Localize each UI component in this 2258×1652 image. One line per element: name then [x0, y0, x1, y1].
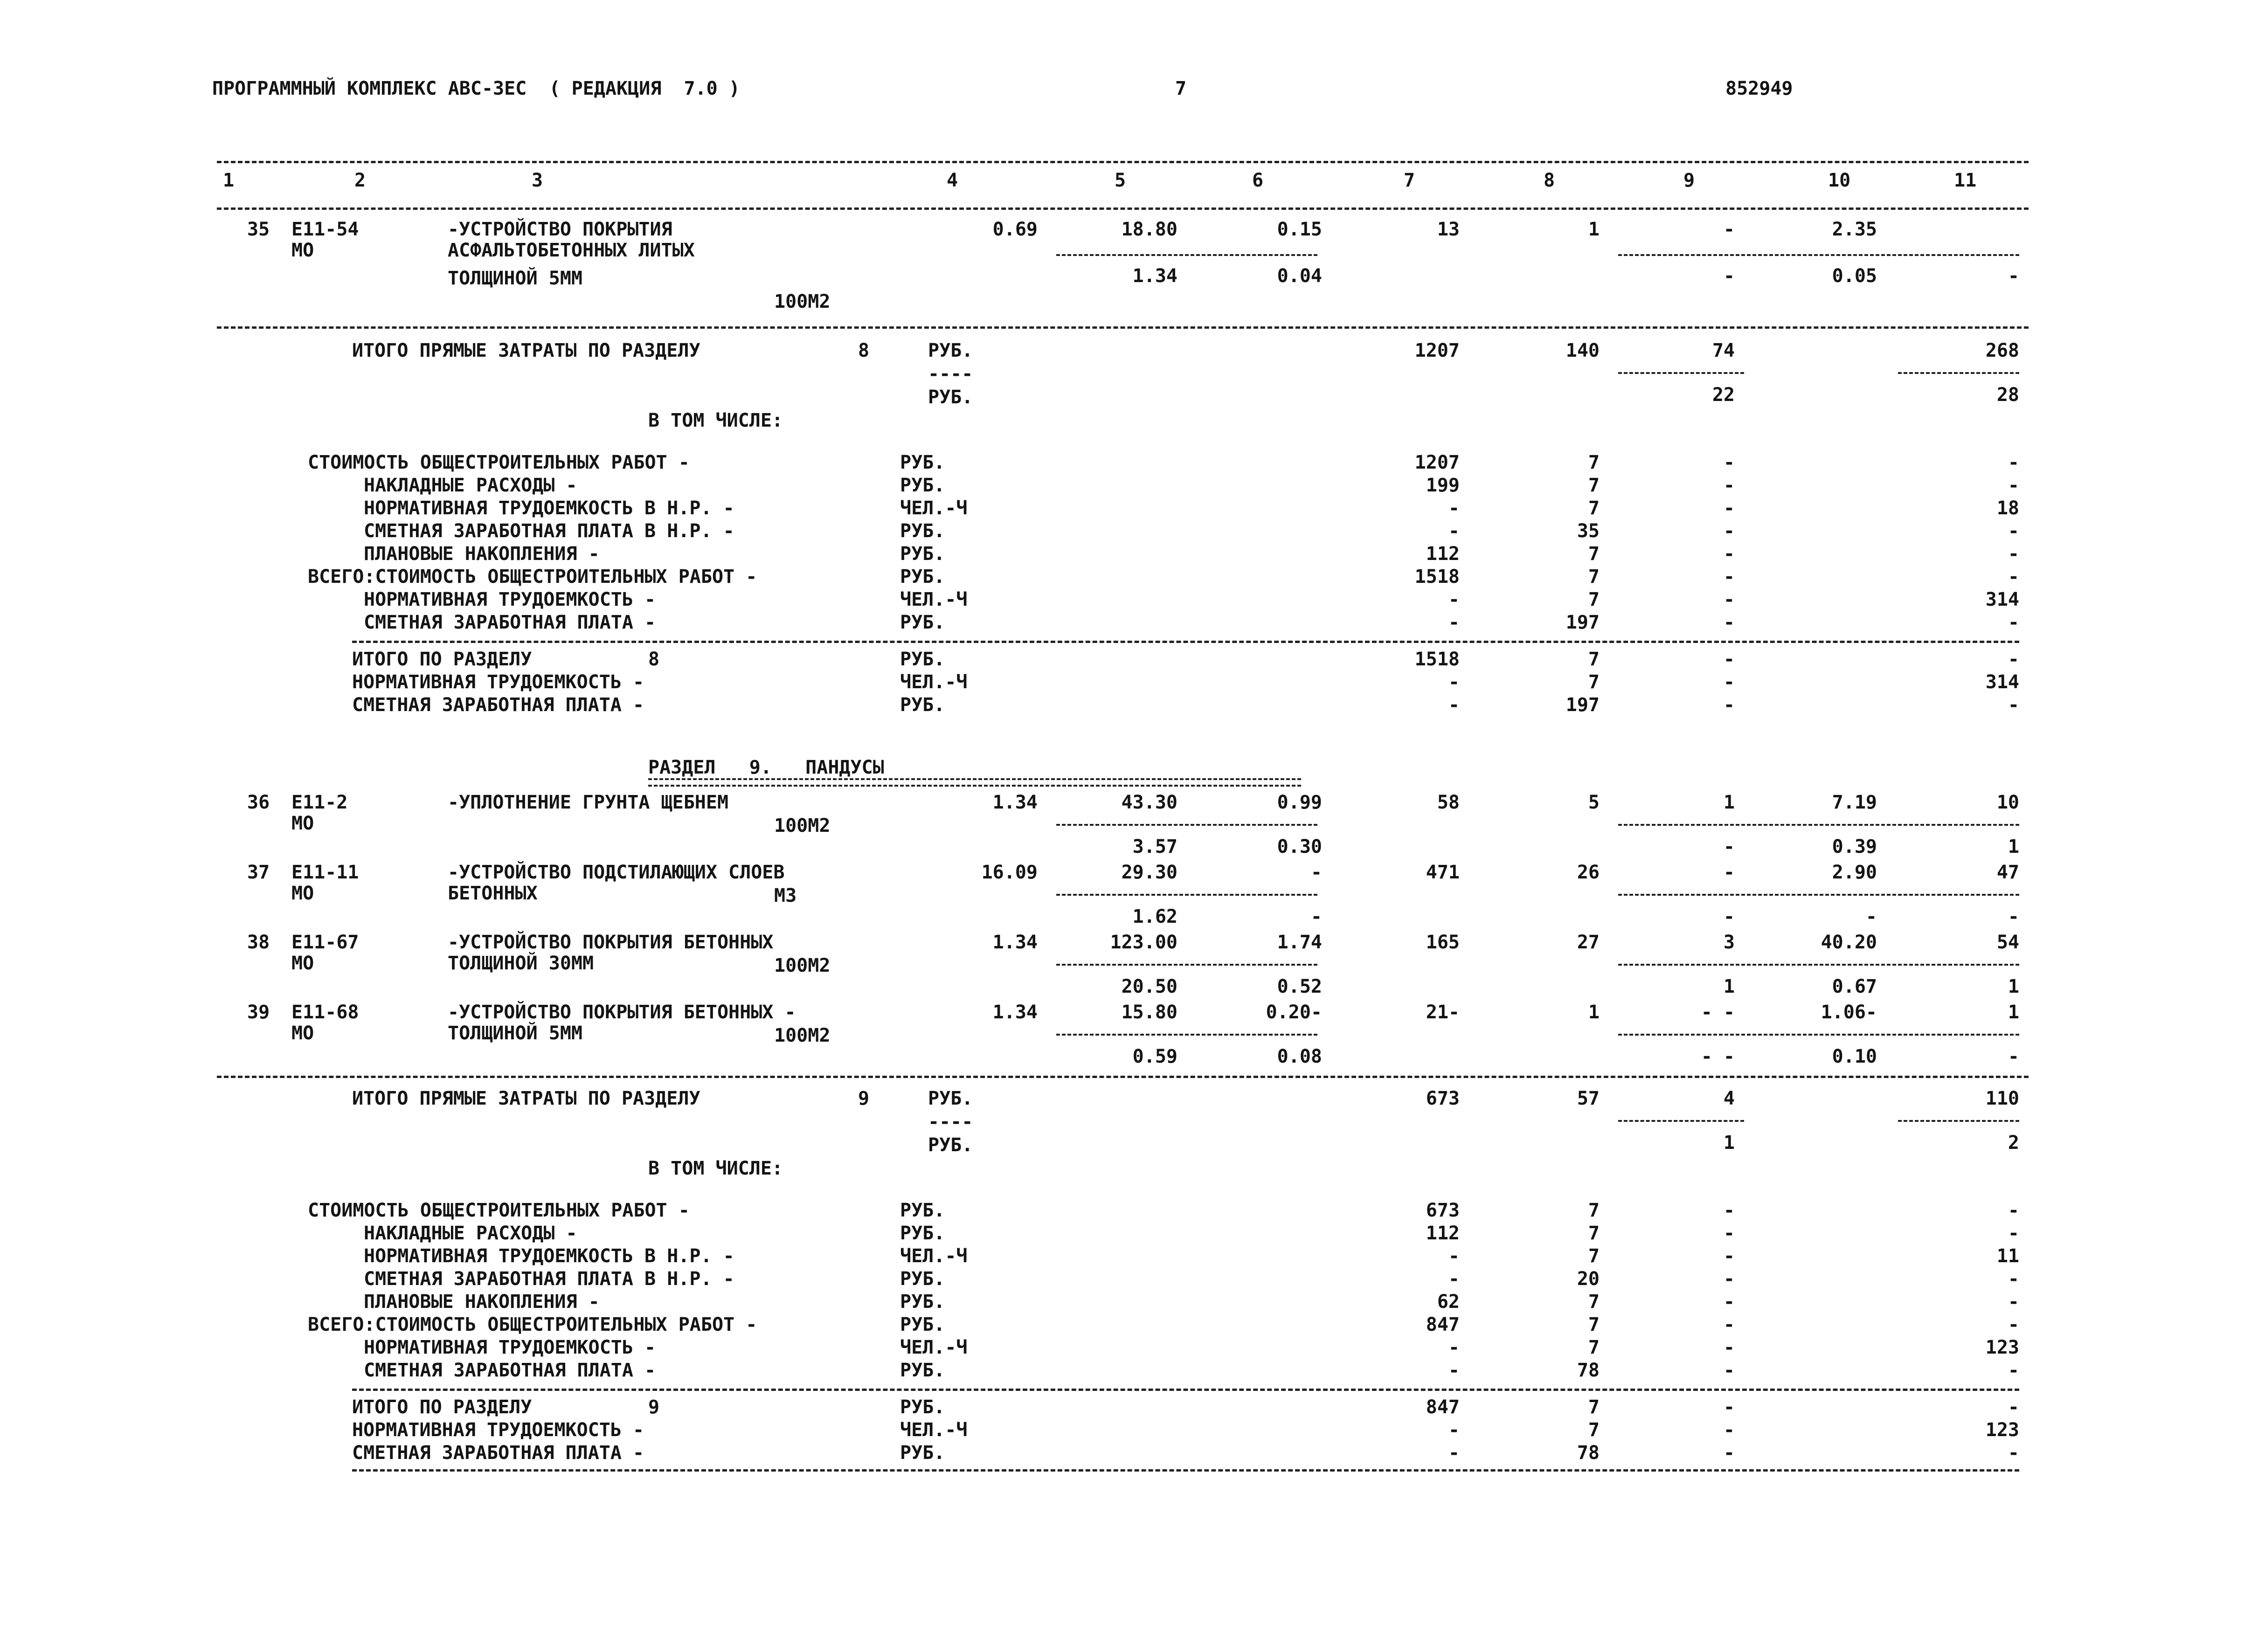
- cell-c9: -: [1723, 219, 1735, 240]
- total-label: НОРМАТИВНАЯ ТРУДОЕМКОСТЬ -: [352, 671, 644, 693]
- direct-costs-label: ИТОГО ПРЯМЫЕ ЗАТРАТЫ ПО РАЗДЕЛУ: [352, 340, 700, 361]
- summary-unit: ЧЕЛ.-Ч: [900, 1337, 968, 1358]
- cell-c11-wage: 1: [2008, 836, 2019, 857]
- summary-c9: -: [1723, 1200, 1735, 1221]
- summary-c7: 62: [1437, 1291, 1460, 1313]
- total-c8: 7: [1588, 1396, 1600, 1418]
- cell-c6: -: [1310, 862, 1322, 883]
- total-c11: -: [2008, 1442, 2019, 1464]
- total-c11: 314: [1985, 671, 2019, 693]
- cell-c10-wage: 0.10: [1832, 1046, 1877, 1067]
- total-c8: 7: [1588, 649, 1600, 670]
- summary-c11: 314: [1985, 589, 2019, 610]
- summary-unit: РУБ.: [900, 475, 945, 496]
- cell-c7: 58: [1437, 792, 1460, 813]
- summary-label: СМЕТНАЯ ЗАРАБОТНАЯ ПЛАТА -: [364, 1360, 656, 1381]
- item-number: 38: [247, 932, 270, 953]
- column-header-8: 8: [1544, 170, 1555, 191]
- program-header: ПРОГРАММНЫЙ КОМПЛЕКС АВС-3ЕС ( РЕДАКЦИЯ 7.0 ): [212, 78, 740, 99]
- total-unit: РУБ.: [900, 649, 945, 670]
- summary-c9: -: [1723, 1360, 1735, 1381]
- item-quantity: 1.34: [992, 792, 1038, 813]
- cell-c8: 1: [1588, 1002, 1600, 1023]
- cell-c5: 123.00: [1110, 932, 1177, 953]
- summary-label: НОРМАТИВНАЯ ТРУДОЕМКОСТЬ В Н.Р. -: [364, 498, 734, 519]
- document-code: 852949: [1725, 78, 1793, 99]
- total-label: ИТОГО ПО РАЗДЕЛУ: [352, 649, 532, 670]
- item-quantity: 1.34: [992, 932, 1038, 953]
- including-label: В ТОМ ЧИСЛЕ:: [648, 410, 783, 431]
- summary-label: СТОИМОСТЬ ОБЩЕСТРОИТЕЛЬНЫХ РАБОТ -: [308, 1200, 690, 1221]
- cell-c10-wage: 0.67: [1832, 976, 1877, 997]
- summary-unit: РУБ.: [900, 612, 945, 633]
- unit-dashes: ----: [928, 1111, 973, 1133]
- cell-c10: 2.90: [1832, 862, 1877, 883]
- total-c9: -: [1723, 1442, 1735, 1464]
- cell-c5-wage: 1.34: [1132, 265, 1177, 287]
- total-c9: -: [1723, 694, 1735, 716]
- total-c7: 847: [1426, 1396, 1460, 1418]
- summary-c7: -: [1448, 1360, 1460, 1381]
- item-code: Е11-68: [291, 1002, 359, 1023]
- summary-c11: -: [2008, 566, 2019, 588]
- summary-c9: -: [1723, 498, 1735, 519]
- total-label: НОРМАТИВНАЯ ТРУДОЕМКОСТЬ -: [352, 1419, 644, 1441]
- summary-c9: -: [1723, 520, 1735, 542]
- summary-label: ПЛАНОВЫЕ НАКОПЛЕНИЯ -: [364, 543, 600, 565]
- direct-c11-wage: 2: [2008, 1132, 2019, 1154]
- summary-c11: -: [2008, 520, 2019, 542]
- summary-label: СМЕТНАЯ ЗАРАБОТНАЯ ПЛАТА В Н.Р. -: [364, 1268, 734, 1290]
- cell-c11-wage: -: [2008, 1046, 2019, 1067]
- summary-c11: -: [2008, 1314, 2019, 1335]
- summary-c8: 7: [1588, 498, 1600, 519]
- summary-c8: 35: [1577, 520, 1600, 542]
- summary-label: НОРМАТИВНАЯ ТРУДОЕМКОСТЬ -: [364, 589, 656, 610]
- total-c11: -: [2008, 1396, 2019, 1418]
- sub-rule: [1056, 964, 1317, 966]
- summary-c9: -: [1723, 612, 1735, 633]
- total-c9: -: [1723, 1396, 1735, 1418]
- summary-c11: -: [2008, 1223, 2019, 1244]
- section9-title: РАЗДЕЛ 9. ПАНДУСЫ: [648, 757, 884, 778]
- summary-c8: 7: [1588, 1245, 1600, 1267]
- summary-c8: 7: [1588, 1223, 1600, 1244]
- total-label: СМЕТНАЯ ЗАРАБОТНАЯ ПЛАТА -: [352, 694, 644, 716]
- cell-c6-wage: 0.52: [1277, 976, 1322, 997]
- summary-label: СМЕТНАЯ ЗАРАБОТНАЯ ПЛАТА -: [364, 612, 656, 633]
- summary-c11: -: [2008, 452, 2019, 473]
- direct-c9-wage: 22: [1712, 384, 1735, 406]
- cell-c10: 7.19: [1832, 792, 1877, 813]
- sub-rule: [1056, 254, 1317, 256]
- item-name-line: ТОЛЩИНОЙ 5ММ: [448, 268, 582, 289]
- item-unit: 100М2: [774, 955, 831, 976]
- totals-rule: [352, 641, 2019, 643]
- total-c11: 123: [1985, 1419, 2019, 1441]
- item-number: 37: [247, 862, 270, 883]
- summary-unit: ЧЕЛ.-Ч: [900, 1245, 968, 1267]
- summary-c11: -: [2008, 543, 2019, 565]
- cell-c6-wage: 0.04: [1277, 265, 1322, 287]
- summary-c9: -: [1723, 1245, 1735, 1267]
- cell-c6: 0.20-: [1266, 1002, 1322, 1023]
- total-label: ИТОГО ПО РАЗДЕЛУ: [352, 1396, 532, 1418]
- direct-costs-section-number: 8: [858, 340, 870, 361]
- summary-label: СТОИМОСТЬ ОБЩЕСТРОИТЕЛЬНЫХ РАБОТ -: [308, 452, 690, 473]
- cell-c5: 15.80: [1121, 1002, 1177, 1023]
- cell-c9-wage: -: [1723, 265, 1735, 287]
- column-header-5: 5: [1115, 170, 1126, 191]
- cell-c7: 471: [1426, 862, 1460, 883]
- cell-c10: 1.06-: [1821, 1002, 1877, 1023]
- summary-unit: РУБ.: [900, 543, 945, 565]
- direct-costs-label: ИТОГО ПРЯМЫЕ ЗАТРАТЫ ПО РАЗДЕЛУ: [352, 1088, 700, 1109]
- sub-rule: [1056, 894, 1317, 896]
- total-c7: 1518: [1414, 649, 1460, 670]
- total-c8: 197: [1565, 694, 1600, 716]
- cell-c8: 27: [1577, 932, 1600, 953]
- summary-c8: 78: [1577, 1360, 1600, 1381]
- item-unit: М3: [774, 885, 797, 906]
- sub-rule: [1898, 1120, 2019, 1122]
- cell-c8: 26: [1577, 862, 1600, 883]
- summary-c9: -: [1723, 543, 1735, 565]
- cell-c9: 1: [1723, 792, 1735, 813]
- direct-c11-wage: 28: [1996, 384, 2019, 406]
- summary-c7: -: [1448, 498, 1460, 519]
- item-name-line: -УСТРОЙСТВО ПОКРЫТИЯ БЕТОННЫХ: [448, 932, 774, 953]
- item-name-line: АСФАЛЬТОБЕТОННЫХ ЛИТЫХ: [448, 240, 695, 261]
- summary-c7: 199: [1426, 475, 1460, 496]
- total-c7: -: [1448, 694, 1460, 716]
- cell-c7: 21-: [1426, 1002, 1460, 1023]
- summary-label: ВСЕГО:СТОИМОСТЬ ОБЩЕСТРОИТЕЛЬНЫХ РАБОТ -: [308, 566, 757, 588]
- summary-c8: 7: [1588, 452, 1600, 473]
- summary-c8: 7: [1588, 1291, 1600, 1313]
- direct-c9: 4: [1723, 1088, 1735, 1109]
- item-mo: МО: [291, 240, 314, 261]
- cell-c10-wage: 0.05: [1832, 265, 1877, 287]
- cell-c10-wage: 0.39: [1832, 836, 1877, 857]
- cell-c11-wage: 1: [2008, 976, 2019, 997]
- summary-c9: -: [1723, 452, 1735, 473]
- column-header-2: 2: [354, 170, 366, 191]
- total-c11: -: [2008, 649, 2019, 670]
- total-c8: 7: [1588, 1419, 1600, 1441]
- summary-c8: 7: [1588, 566, 1600, 588]
- summary-c9: -: [1723, 1291, 1735, 1313]
- cell-c9-wage: -: [1723, 836, 1735, 857]
- direct-c9: 74: [1712, 340, 1735, 361]
- cell-c5: 43.30: [1121, 792, 1177, 813]
- summary-c7: 112: [1426, 543, 1460, 565]
- section9-title-underline: [648, 778, 1301, 787]
- column-header-11: 11: [1954, 170, 1977, 191]
- cell-c11: 47: [1996, 862, 2019, 883]
- item-name-line: ТОЛЩИНОЙ 30ММ: [448, 953, 594, 974]
- summary-c9: -: [1723, 1268, 1735, 1290]
- summary-unit: РУБ.: [900, 1314, 945, 1335]
- totals-rule: [352, 1389, 2019, 1391]
- cell-c5-wage: 1.62: [1132, 906, 1177, 927]
- item-unit: 100М2: [774, 291, 831, 312]
- summary-c9: -: [1723, 589, 1735, 610]
- total-section-number: 8: [648, 649, 660, 670]
- item-code: Е11-54: [291, 219, 359, 240]
- sub-rule: [1618, 894, 2019, 896]
- summary-c7: -: [1448, 520, 1460, 542]
- direct-c9-wage: 1: [1723, 1132, 1735, 1154]
- total-unit: РУБ.: [900, 1442, 945, 1464]
- item-mo: МО: [291, 813, 314, 834]
- summary-c7: 847: [1426, 1314, 1460, 1335]
- summary-c8: 7: [1588, 475, 1600, 496]
- summary-c11: -: [2008, 1360, 2019, 1381]
- sub-rule: [1056, 1034, 1317, 1036]
- summary-c11: 11: [1996, 1245, 2019, 1267]
- cell-c11: 54: [1996, 932, 2019, 953]
- cell-c6-wage: 0.08: [1277, 1046, 1322, 1067]
- summary-c9: -: [1723, 1337, 1735, 1358]
- column-header-7: 7: [1404, 170, 1415, 191]
- item-quantity: 1.34: [992, 1002, 1038, 1023]
- summary-c9: -: [1723, 475, 1735, 496]
- cell-c8: 5: [1588, 792, 1600, 813]
- summary-unit: ЧЕЛ.-Ч: [900, 498, 968, 519]
- cell-c5: 18.80: [1121, 219, 1177, 240]
- sub-rule: [1618, 1120, 1744, 1122]
- cell-c10: 2.35: [1832, 219, 1877, 240]
- sub-rule: [1618, 372, 1744, 374]
- item-quantity: 0.69: [992, 219, 1038, 240]
- cell-c6: 1.74: [1277, 932, 1322, 953]
- summary-c8: 7: [1588, 543, 1600, 565]
- cell-c11: 1: [2008, 1002, 2019, 1023]
- item-name-line: БЕТОННЫХ: [448, 883, 538, 904]
- summary-c8: 20: [1577, 1268, 1600, 1290]
- total-unit: ЧЕЛ.-Ч: [900, 671, 968, 693]
- direct-c11: 110: [1985, 1088, 2019, 1109]
- column-header-4: 4: [947, 170, 958, 191]
- cell-c10: 40.20: [1821, 932, 1877, 953]
- item-name-line: -УСТРОЙСТВО ПОКРЫТИЯ БЕТОННЫХ -: [448, 1002, 796, 1023]
- summary-c8: 7: [1588, 589, 1600, 610]
- total-c9: -: [1723, 671, 1735, 693]
- sub-rule: [1056, 824, 1317, 826]
- cell-c6-wage: -: [1310, 906, 1322, 927]
- cell-c5-wage: 0.59: [1132, 1046, 1177, 1067]
- direct-c8: 140: [1565, 340, 1600, 361]
- summary-c11: 18: [1996, 498, 2019, 519]
- cell-c6: 0.15: [1277, 219, 1322, 240]
- summary-unit: РУБ.: [900, 452, 945, 473]
- summary-label: НАКЛАДНЫЕ РАСХОДЫ -: [364, 475, 577, 496]
- summary-c7: -: [1448, 1245, 1460, 1267]
- cell-c5: 29.30: [1121, 862, 1177, 883]
- sub-rule: [1618, 1034, 2019, 1036]
- item-number: 39: [247, 1002, 270, 1023]
- summary-label: НАКЛАДНЫЕ РАСХОДЫ -: [364, 1223, 577, 1244]
- including-label: В ТОМ ЧИСЛЕ:: [648, 1158, 783, 1179]
- column-header-6: 6: [1252, 170, 1264, 191]
- summary-c9: -: [1723, 1314, 1735, 1335]
- cell-c6: 0.99: [1277, 792, 1322, 813]
- total-c7: -: [1448, 671, 1460, 693]
- cell-c5-wage: 3.57: [1132, 836, 1177, 857]
- table-top-rule: [217, 161, 2029, 163]
- summary-c7: -: [1448, 589, 1460, 610]
- cell-c9-wage: -: [1723, 906, 1735, 927]
- direct-c8: 57: [1577, 1088, 1600, 1109]
- item-number: 36: [247, 792, 270, 813]
- cell-c9: 3: [1723, 932, 1735, 953]
- direct-costs-unit: РУБ.: [928, 387, 973, 408]
- summary-c11: -: [2008, 1291, 2019, 1313]
- summary-c7: -: [1448, 1268, 1460, 1290]
- item-block-rule: [217, 326, 2029, 329]
- summary-c7: 673: [1426, 1200, 1460, 1221]
- unit-dashes: ----: [928, 363, 973, 385]
- summary-c9: -: [1723, 1223, 1735, 1244]
- summary-unit: РУБ.: [900, 1200, 945, 1221]
- column-header-9: 9: [1683, 170, 1695, 191]
- summary-unit: РУБ.: [900, 566, 945, 588]
- item-code: Е11-11: [291, 862, 359, 883]
- direct-c7: 1207: [1414, 340, 1460, 361]
- cell-c9: - -: [1701, 1002, 1735, 1023]
- total-c9: -: [1723, 649, 1735, 670]
- total-c8: 78: [1577, 1442, 1600, 1464]
- direct-costs-unit: РУБ.: [928, 340, 973, 361]
- summary-c11: 123: [1985, 1337, 2019, 1358]
- direct-costs-unit: РУБ.: [928, 1088, 973, 1109]
- column-header-10: 10: [1828, 170, 1851, 191]
- summary-label: ВСЕГО:СТОИМОСТЬ ОБЩЕСТРОИТЕЛЬНЫХ РАБОТ -: [308, 1314, 757, 1335]
- summary-c11: -: [2008, 1200, 2019, 1221]
- item-name-line: ТОЛЩИНОЙ 5ММ: [448, 1023, 582, 1044]
- summary-c7: -: [1448, 612, 1460, 633]
- summary-unit: РУБ.: [900, 520, 945, 542]
- sub-rule: [1618, 964, 2019, 966]
- total-c8: 7: [1588, 671, 1600, 693]
- total-c7: -: [1448, 1442, 1460, 1464]
- summary-unit: РУБ.: [900, 1291, 945, 1313]
- cell-c9-wage: - -: [1701, 1046, 1735, 1067]
- cell-c11: 10: [1996, 792, 2019, 813]
- summary-label: ПЛАНОВЫЕ НАКОПЛЕНИЯ -: [364, 1291, 600, 1313]
- summary-c8: 7: [1588, 1314, 1600, 1335]
- total-section-number: 9: [648, 1396, 660, 1418]
- column-header-rule: [217, 207, 2029, 210]
- cell-c11-wage: -: [2008, 265, 2019, 287]
- total-c11: -: [2008, 694, 2019, 716]
- item-unit: 100М2: [774, 815, 831, 836]
- item-name-line: -УСТРОЙСТВО ПОКРЫТИЯ: [448, 219, 672, 240]
- total-unit: РУБ.: [900, 694, 945, 716]
- page-number: 7: [1175, 78, 1187, 99]
- item-mo: МО: [291, 953, 314, 974]
- summary-label: НОРМАТИВНАЯ ТРУДОЕМКОСТЬ В Н.Р. -: [364, 1245, 734, 1267]
- summary-unit: РУБ.: [900, 1268, 945, 1290]
- summary-label: СМЕТНАЯ ЗАРАБОТНАЯ ПЛАТА В Н.Р. -: [364, 520, 734, 542]
- total-label: СМЕТНАЯ ЗАРАБОТНАЯ ПЛАТА -: [352, 1442, 644, 1464]
- direct-costs-section-number: 9: [858, 1088, 870, 1109]
- cell-c7: 13: [1437, 219, 1460, 240]
- cell-c6-wage: 0.30: [1277, 836, 1322, 857]
- direct-costs-unit: РУБ.: [928, 1134, 973, 1156]
- item-mo: МО: [291, 1023, 314, 1044]
- item-name-line: -УПЛОТНЕНИЕ ГРУНТА ЩЕБНЕМ: [448, 792, 729, 813]
- summary-c11: -: [2008, 612, 2019, 633]
- cell-c9-wage: 1: [1723, 976, 1735, 997]
- item-name-line: -УСТРОЙСТВО ПОДСТИЛАЮЩИХ СЛОЕВ: [448, 862, 785, 883]
- cell-c7: 165: [1426, 932, 1460, 953]
- item-block-rule: [217, 1076, 2029, 1078]
- item-mo: МО: [291, 883, 314, 904]
- summary-unit: РУБ.: [900, 1360, 945, 1381]
- column-header-3: 3: [532, 170, 543, 191]
- item-code: Е11-67: [291, 932, 359, 953]
- sub-rule: [1618, 254, 2019, 256]
- summary-unit: РУБ.: [900, 1223, 945, 1244]
- summary-c11: -: [2008, 475, 2019, 496]
- cell-c11-wage: -: [2008, 906, 2019, 927]
- cell-c8: 1: [1588, 219, 1600, 240]
- summary-c8: 197: [1565, 612, 1600, 633]
- summary-c11: -: [2008, 1268, 2019, 1290]
- page-bottom-rule: [352, 1469, 2019, 1472]
- summary-c7: 112: [1426, 1223, 1460, 1244]
- cell-c10-wage: -: [1865, 906, 1877, 927]
- total-c7: -: [1448, 1419, 1460, 1441]
- summary-c8: 7: [1588, 1337, 1600, 1358]
- direct-c11: 268: [1985, 340, 2019, 361]
- cell-c5-wage: 20.50: [1121, 976, 1177, 997]
- column-header-1: 1: [223, 170, 235, 191]
- cell-c9: -: [1723, 862, 1735, 883]
- total-unit: РУБ.: [900, 1396, 945, 1418]
- direct-c7: 673: [1426, 1088, 1460, 1109]
- summary-c8: 7: [1588, 1200, 1600, 1221]
- item-unit: 100М2: [774, 1025, 831, 1046]
- sub-rule: [1898, 372, 2019, 374]
- total-unit: ЧЕЛ.-Ч: [900, 1419, 968, 1441]
- summary-label: НОРМАТИВНАЯ ТРУДОЕМКОСТЬ -: [364, 1337, 656, 1358]
- item-code: Е11-2: [291, 792, 348, 813]
- summary-c7: 1207: [1414, 452, 1460, 473]
- summary-c7: 1518: [1414, 566, 1460, 588]
- total-c9: -: [1723, 1419, 1735, 1441]
- summary-c7: -: [1448, 1337, 1460, 1358]
- item-quantity: 16.09: [981, 862, 1038, 883]
- item-number: 35: [247, 219, 270, 240]
- sub-rule: [1618, 824, 2019, 826]
- summary-unit: ЧЕЛ.-Ч: [900, 589, 968, 610]
- summary-c9: -: [1723, 566, 1735, 588]
